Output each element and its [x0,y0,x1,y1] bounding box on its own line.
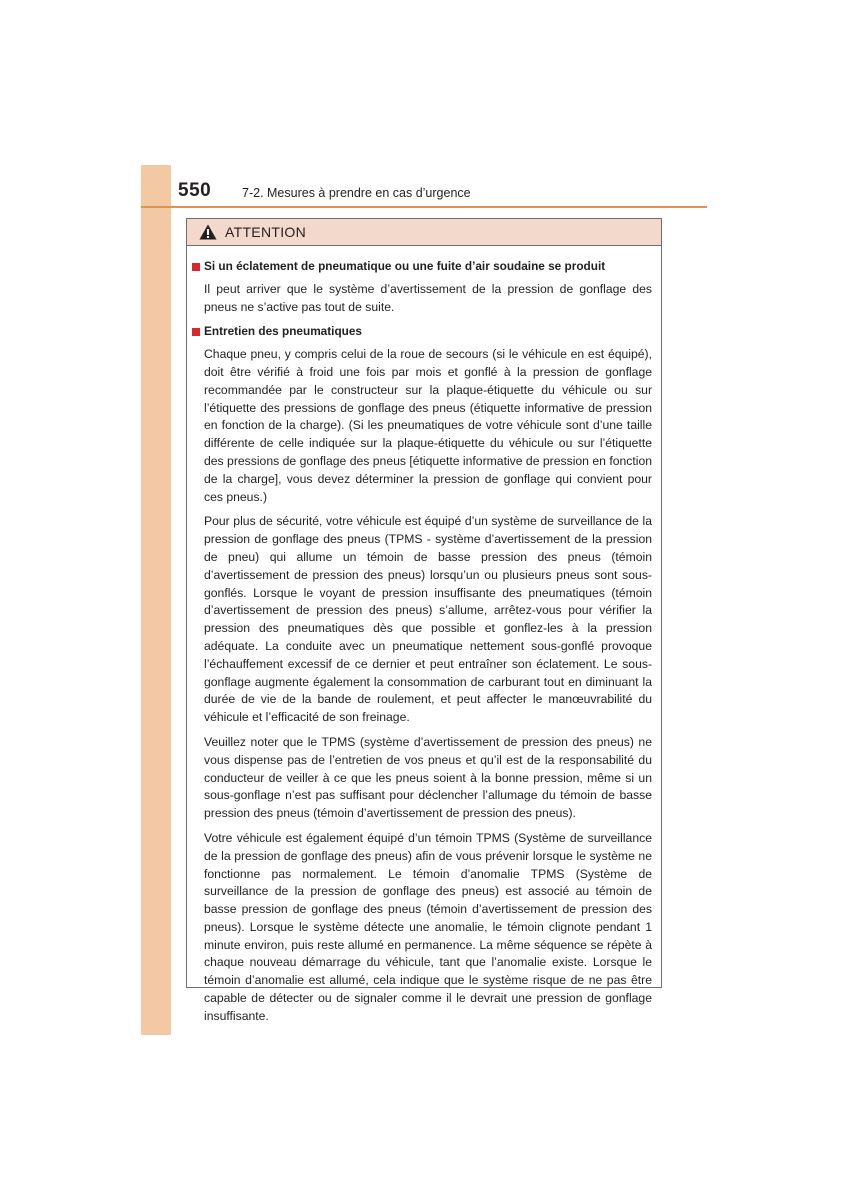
attention-content [187,246,661,1026]
chapter-side-tab [141,165,171,1035]
section-heading [192,258,652,276]
paragraph: Veuillez noter que le TPMS (système d’avertissement de pression des pneus) ne vous dispense pas de l’entretien de vos pneus et qu’il est de la responsabilité du conducteur de veiller à ce que les pneus soient à la bonne pression, même si un sous-gonflage n’est pas suffisant pour déclencher l’allumage du témoin de basse pression des pneus (témoin d’avertissement de pression des pneus). [204,734,652,821]
paragraph: Il peut arriver que le système d’avertissement de la pression de gonflage des pneus ne s’active pas tout de suite. [204,281,652,314]
paragraph: Chaque pneu, y compris celui de la roue de secours (si le véhicule en est équipé), doit être vérifié à froid une fois par mois et gonflé à la pression de gonflage recommandée par le constructeur sur la plaque-étiquette du véhicule ou sur l’étiquette des pressions de gonflage des pneus (étiquette informative de pression en fonction de la charge). (Si les pneumatiques de votre véhicule sont d’une taille différente de celle indiquée sur la plaque-étiquette du véhicule ou sur l’étiquette des pressions de gonflage des pneus [étiquette informative de pression en fonction de la charge], vous devez déterminer la pression de gonflage qui convient pour ces pneus.) [204,347,652,504]
warning-triangle-icon [199,224,217,240]
paragraph: Votre véhicule est également équipé d’un témoin TPMS (Système de surveillance de la pression de gonflage des pneus) afin de vous prévenir lorsque le système ne fonctionne pas normalement. Le témoin d’anomalie TPMS (Système de surveillance de la pression de gonflage des pneus) est associé au témoin de basse pression de gonflage des pneus (témoin d’avertissement de pression des pneus). Lorsque le système détecte une anomalie, le témoin clignote pendant 1 minute environ, puis reste allumé en permanence. La même séquence se répète à chaque nouveau démarrage du véhicule, tant que l’anomalie existe. Lorsque le témoin d’anomalie est allumé, cela indique que le système risque de ne pas être capable de détecter ou de signaler comme il le devrait une pression de gonflage insuffisante. [204,830,652,1023]
header-divider [141,206,707,208]
red-square-bullet-icon [192,263,200,271]
section-heading-text: Si un éclatement de pneumatique ou une fuite d’air soudaine se produit [204,259,606,273]
attention-box [186,218,662,1023]
section-heading [192,323,652,341]
paragraph: Pour plus de sécurité, votre véhicule est équipé d’un système de surveillance de la pression de gonflage des pneus (TPMS - système d’avertissement de la pression de pneu) qui allume un témoin de basse pression des pneus (témoin d’avertissement de pression des pneus) lorsqu’un ou plusieurs pneus sont sous-gonflés. Lorsque le voyant de pression insuffisante des pneumatiques (témoin d’avertissement de pression des pneus) s’allume, arrêtez-vous pour vérifier la pression des pneumatiques dès que possible et gonflez-les à la pression adéquate. La conduite avec un pneumatique nettement sous-gonflé provoque l’échauffement excessif de ce dernier et peut entraîner son éclatement. Le sous-gonflage augmente également la consommation de carburant tout en diminuant la durée de vie de la bande de roulement, et peut affecter le manœuvrabilité du véhicule et l’efficacité de son freinage. [204,514,652,725]
attention-header [187,219,661,246]
page-number: 550 [178,180,212,201]
red-square-bullet-icon [192,328,200,336]
section-heading-text: Entretien des pneumatiques [204,324,362,339]
section-title: 7-2. Mesures à prendre en cas d’urgence [242,186,471,200]
attention-label: ATTENTION [225,224,306,240]
